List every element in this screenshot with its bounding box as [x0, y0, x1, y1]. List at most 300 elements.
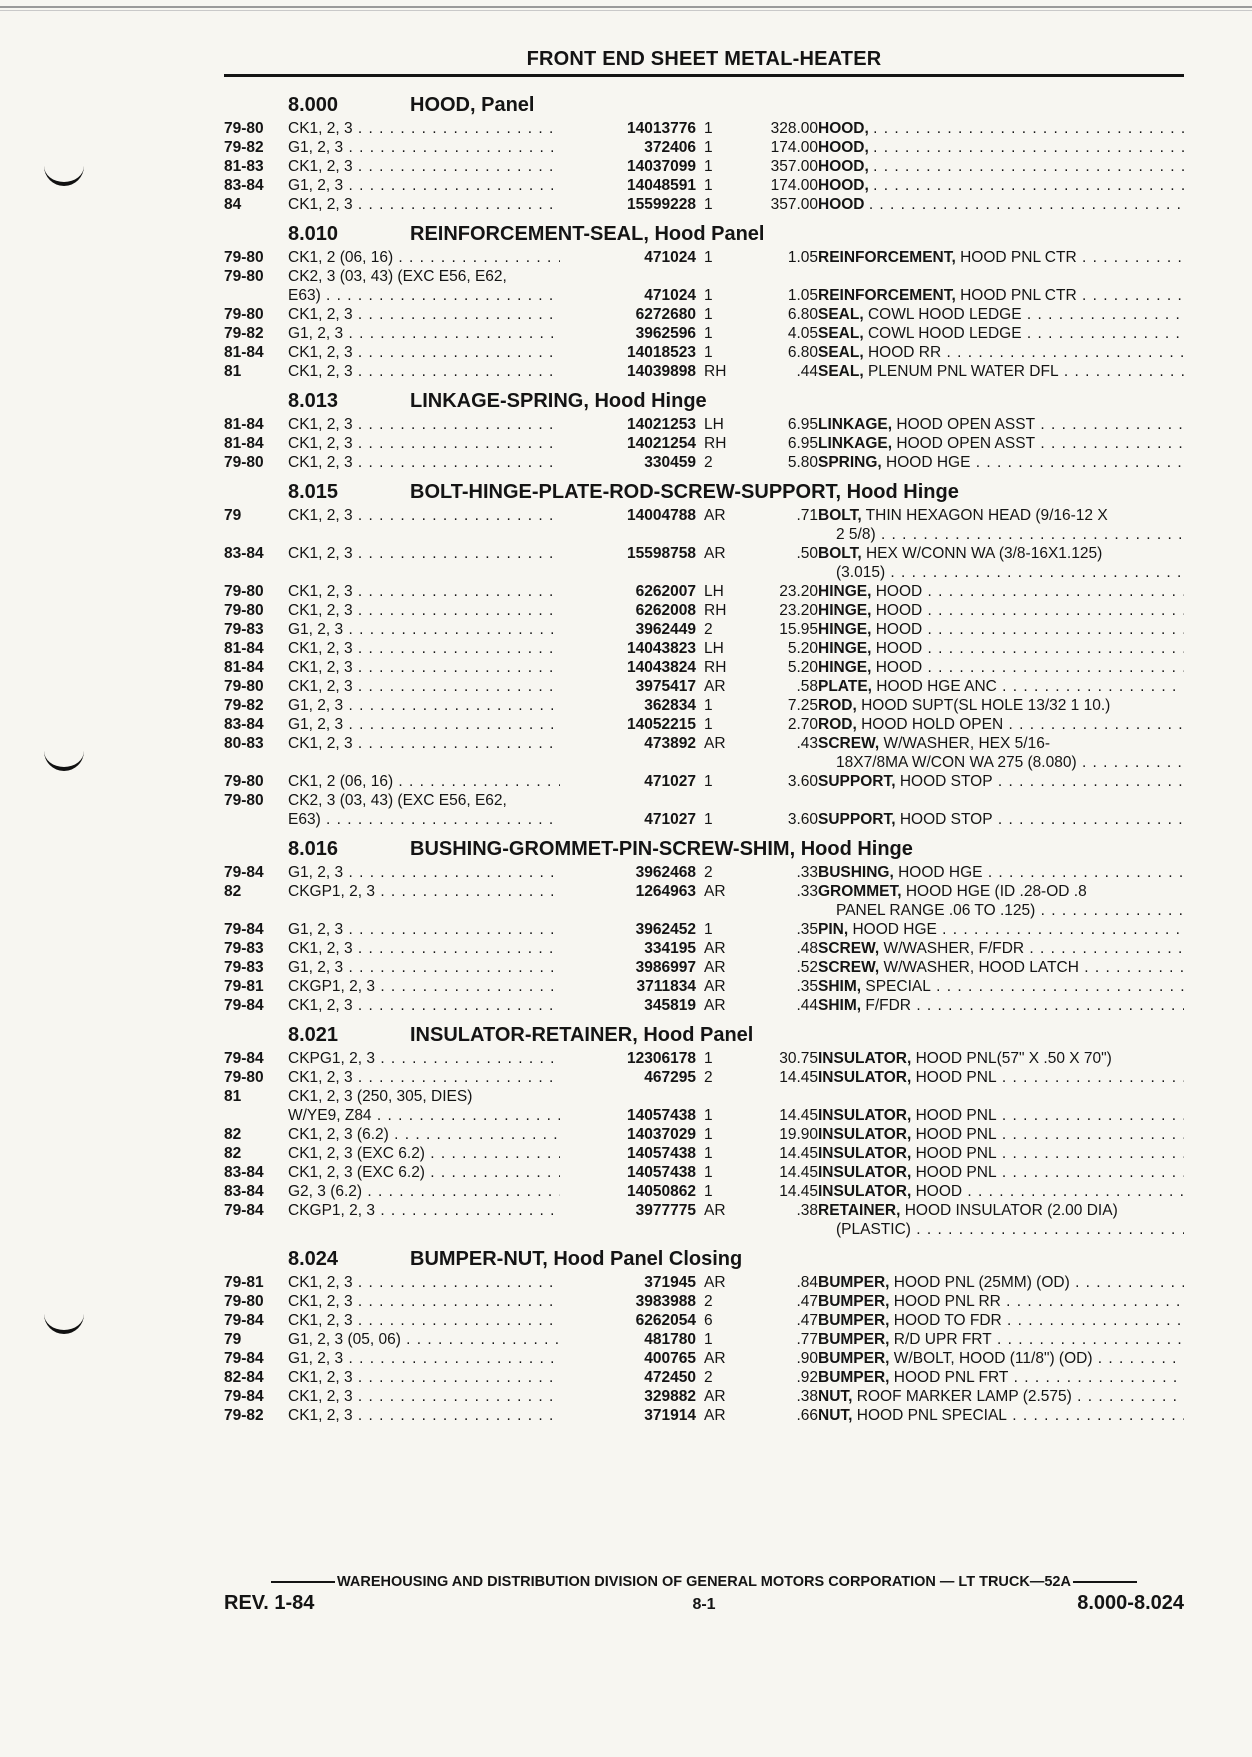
part-number: 14048591 [627, 177, 696, 194]
part-description [818, 506, 1184, 525]
part-description [818, 434, 1184, 453]
model-applicability: CK1, 2, 3 . . . [288, 195, 560, 214]
catalog-section [224, 220, 1184, 387]
model-applicability: CK1, 2, 3 . . . [288, 305, 560, 324]
part-description [818, 1406, 1184, 1425]
section-title: BOLT-HINGE-PLATE-ROD-SCREW-SUPPORT, Hood Hinge [410, 481, 959, 503]
part-row [224, 791, 1184, 810]
quantity: LH [704, 640, 724, 657]
part-noun: SEAL, [818, 363, 864, 380]
part-modifier: HEX W/CONN WA (3/8-16X1.125) [865, 545, 1103, 562]
part-description [818, 195, 1184, 214]
part-number: 14043823 [627, 640, 696, 657]
model-applicability: CK1, 2, 3 (250, 305, DIES) [288, 1088, 473, 1105]
model-applicability: CK1, 2, 3 . . . [288, 1406, 560, 1425]
part-noun: SCREW, [818, 940, 880, 957]
unit-price: 6.95 [787, 435, 818, 452]
part-modifier: HOOD OPEN ASST [896, 435, 1036, 452]
part-description [818, 772, 1184, 791]
model-applicability: G1, 2, 3 (05, 06) . . . [288, 1330, 560, 1349]
catalog-section [224, 835, 1184, 1021]
quantity: 2 [704, 454, 713, 471]
model-years: 80-83 [224, 735, 264, 752]
part-row [224, 1049, 1184, 1068]
model-years: 83-84 [224, 545, 264, 562]
unit-price: 174.00 [770, 177, 818, 194]
part-row [224, 1330, 1184, 1349]
model-applicability: G1, 2, 3 . . . [288, 920, 560, 939]
part-modifier: HOOD PNL(57" X .50 X 70") [915, 1050, 1112, 1067]
part-modifier: HOOD [875, 621, 923, 638]
part-noun: INSULATOR, [818, 1050, 912, 1067]
model-years: 79-80 [224, 249, 264, 266]
part-row [224, 138, 1184, 157]
quantity: 1 [704, 697, 713, 714]
part-noun: REINFORCEMENT, [818, 287, 956, 304]
model-years: 82 [224, 883, 242, 900]
section-number: 8.016 [288, 838, 339, 860]
quantity: 2 [704, 1293, 713, 1310]
quantity: 1 [704, 1126, 713, 1143]
part-description [818, 1068, 1184, 1087]
part-description [818, 1292, 1184, 1311]
part-modifier: HOOD [875, 602, 923, 619]
unit-price: .90 [796, 1350, 818, 1367]
unit-price: .58 [796, 678, 818, 695]
model-applicability: G1, 2, 3 . . . [288, 620, 560, 639]
part-modifier: HOOD HOLD OPEN [861, 716, 1004, 733]
part-number: 467295 [644, 1069, 696, 1086]
quantity: AR [704, 507, 726, 524]
part-number: 329882 [644, 1388, 696, 1405]
model-applicability: CK1, 2, 3 . . . [288, 1273, 560, 1292]
model-years: 81-83 [224, 158, 264, 175]
part-row [224, 1220, 1184, 1239]
footer-division: WAREHOUSING AND DISTRIBUTION DIVISION OF GENERAL MOTORS CORPORATION — LT TRUCK—52A [337, 1574, 1071, 1590]
unit-price: .52 [796, 959, 818, 976]
unit-price: 5.80 [787, 454, 818, 471]
model-years: 79-84 [224, 921, 264, 938]
part-row [224, 506, 1184, 525]
part-description [818, 362, 1184, 381]
part-number: 371914 [644, 1407, 696, 1424]
quantity: 6 [704, 1312, 713, 1329]
section-spacer [224, 1425, 1184, 1431]
model-applicability: W/YE9, Z84 . . . [288, 1106, 560, 1125]
part-noun: INSULATOR, [818, 1164, 912, 1181]
section-heading [224, 1245, 1184, 1273]
model-years: 81-84 [224, 640, 264, 657]
part-description [818, 415, 1184, 434]
part-modifier: HOOD PNL RR [893, 1293, 1001, 1310]
part-noun: BUMPER, [818, 1293, 890, 1310]
part-row [224, 343, 1184, 362]
quantity: 1 [704, 1145, 713, 1162]
part-description [818, 119, 1184, 138]
model-applicability: CKPG1, 2, 3 . . . [288, 1049, 560, 1068]
section-number: 8.024 [288, 1248, 339, 1270]
quantity: AR [704, 959, 726, 976]
part-number: 3962468 [635, 864, 696, 881]
part-number: 14021253 [627, 416, 696, 433]
part-description [818, 324, 1184, 343]
part-row [224, 734, 1184, 753]
model-applicability: G1, 2, 3 . . . [288, 715, 560, 734]
part-row [224, 772, 1184, 791]
catalog-section [224, 478, 1184, 835]
part-description [818, 1311, 1184, 1330]
model-years: 81 [224, 363, 242, 380]
quantity: AR [704, 545, 726, 562]
part-modifier: HOOD HGE [898, 864, 983, 881]
part-noun: INSULATOR, [818, 1183, 912, 1200]
part-noun: INSULATOR, [818, 1126, 912, 1143]
part-modifier: HOOD [875, 640, 923, 657]
model-applicability: CK1, 2, 3 (EXC 6.2) . . . [288, 1163, 560, 1182]
part-noun: INSULATOR, [818, 1107, 912, 1124]
part-modifier: HOOD OPEN ASST [896, 416, 1036, 433]
model-applicability: CK1, 2, 3 . . . [288, 639, 560, 658]
part-row [224, 696, 1184, 715]
unit-price: 15.95 [779, 621, 818, 638]
model-years: 82 [224, 1126, 242, 1143]
part-description [818, 1144, 1184, 1163]
part-description [818, 286, 1184, 305]
unit-price: .92 [796, 1369, 818, 1386]
model-applicability: CK1, 2, 3 . . . [288, 1068, 560, 1087]
unit-price: 328.00 [770, 120, 818, 137]
part-number: 6262054 [635, 1312, 696, 1329]
part-row [224, 977, 1184, 996]
catalog-section [224, 1245, 1184, 1431]
quantity: 1 [704, 158, 713, 175]
model-applicability: CK1, 2, 3 . . . [288, 343, 560, 362]
part-description [818, 1273, 1184, 1292]
footer-revision: REV. 1-84 [224, 1592, 315, 1614]
part-description [818, 1049, 1184, 1068]
part-number: 330459 [644, 454, 696, 471]
unit-price: 174.00 [770, 139, 818, 156]
model-applicability: CKGP1, 2, 3 . . . [288, 882, 560, 901]
catalog-section [224, 91, 1184, 220]
unit-price: 3.60 [787, 773, 818, 790]
part-modifier: HOOD PNL FRT [893, 1369, 1009, 1386]
part-description [818, 1125, 1184, 1144]
part-number: 14037099 [627, 158, 696, 175]
part-row [224, 677, 1184, 696]
part-row [224, 248, 1184, 267]
quantity: RH [704, 363, 727, 380]
part-row [224, 658, 1184, 677]
quantity: AR [704, 883, 726, 900]
part-description [818, 620, 1184, 639]
part-noun: RETAINER, [818, 1202, 901, 1219]
title-rule [224, 74, 1184, 77]
part-number: 345819 [644, 997, 696, 1014]
model-years: 79-80 [224, 268, 264, 285]
quantity: LH [704, 583, 724, 600]
unit-price: .48 [796, 940, 818, 957]
quantity: AR [704, 1350, 726, 1367]
part-row [224, 863, 1184, 882]
part-description [818, 1106, 1184, 1125]
part-description [818, 939, 1184, 958]
part-row [224, 119, 1184, 138]
part-number: 6262008 [635, 602, 696, 619]
model-applicability: CK1, 2, 3 . . . [288, 434, 560, 453]
unit-price: .38 [796, 1202, 818, 1219]
model-applicability: CK1, 2, 3 . . . [288, 453, 560, 472]
binder-hole-mark [44, 1308, 84, 1334]
model-applicability: G1, 2, 3 . . . [288, 1349, 560, 1368]
section-heading [224, 1021, 1184, 1049]
model-applicability: CK1, 2, 3 . . . [288, 1368, 560, 1387]
quantity: 1 [704, 1050, 713, 1067]
quantity: AR [704, 678, 726, 695]
part-noun: REINFORCEMENT, [818, 249, 956, 266]
quantity: AR [704, 1274, 726, 1291]
model-years: 79-82 [224, 325, 264, 342]
model-years: 81-84 [224, 344, 264, 361]
part-modifier: SPECIAL [865, 978, 931, 995]
part-number: 334195 [644, 940, 696, 957]
model-applicability: CK1, 2, 3 . . . [288, 996, 560, 1015]
model-years: 79-83 [224, 959, 264, 976]
part-modifier: HOOD HGE [886, 454, 971, 471]
part-description [818, 544, 1184, 563]
part-modifier: HOOD RR [867, 344, 942, 361]
part-row [224, 563, 1184, 582]
part-number: 3711834 [636, 978, 696, 995]
section-number: 8.021 [288, 1024, 339, 1046]
unit-price: 5.20 [787, 640, 818, 657]
part-noun: SCREW, [818, 959, 880, 976]
part-noun: HOOD, [818, 177, 869, 194]
model-years: 79-82 [224, 1407, 264, 1424]
part-row [224, 582, 1184, 601]
model-applicability: CK1, 2, 3 (EXC 6.2) . . . [288, 1144, 560, 1163]
model-applicability: CKGP1, 2, 3 . . . [288, 1201, 560, 1220]
unit-price: 1.05 [787, 249, 818, 266]
part-number: 3962452 [635, 921, 696, 938]
section-number: 8.000 [288, 94, 339, 116]
quantity: AR [704, 978, 726, 995]
model-applicability: G1, 2, 3 . . . [288, 176, 560, 195]
part-row [224, 1182, 1184, 1201]
model-years: 79-80 [224, 454, 264, 471]
model-years: 79-84 [224, 1350, 264, 1367]
part-noun: SEAL, [818, 325, 864, 342]
part-row [224, 1068, 1184, 1087]
model-years: 81-84 [224, 659, 264, 676]
part-noun: BUMPER, [818, 1331, 890, 1348]
quantity: RH [704, 659, 727, 676]
part-number: 14013776 [627, 120, 696, 137]
model-years: 79-82 [224, 697, 264, 714]
model-applicability: CK1, 2, 3 . . . [288, 677, 560, 696]
model-applicability: G1, 2, 3 . . . [288, 696, 560, 715]
top-edge-line-faint [0, 10, 1252, 11]
unit-price: 23.20 [779, 602, 818, 619]
part-row [224, 810, 1184, 829]
part-modifier: HOOD [915, 1183, 963, 1200]
part-number: 14037029 [627, 1126, 696, 1143]
part-row [224, 1273, 1184, 1292]
part-number: 3962596 [635, 325, 696, 342]
part-modifier: HOOD INSULATOR (2.00 DIA) [904, 1202, 1118, 1219]
part-row [224, 1292, 1184, 1311]
part-number: 14004788 [627, 507, 696, 524]
part-row [224, 639, 1184, 658]
catalog-section [224, 1021, 1184, 1245]
part-description [818, 343, 1184, 362]
part-modifier: THIN HEXAGON HEAD (9/16-12 X [865, 507, 1108, 524]
part-number: 14050862 [627, 1183, 696, 1200]
model-years: 79 [224, 507, 242, 524]
part-modifier: F/FDR [865, 997, 912, 1014]
part-description [818, 977, 1184, 996]
unit-price: .84 [796, 1274, 818, 1291]
model-applicability: CK1, 2, 3 . . . [288, 1292, 560, 1311]
unit-price: 14.45 [779, 1183, 818, 1200]
part-modifier: HOOD PNL CTR [960, 249, 1077, 266]
section-title: INSULATOR-RETAINER, Hood Panel [410, 1024, 754, 1046]
part-modifier: HOOD HGE [852, 921, 937, 938]
unit-price: 357.00 [770, 158, 818, 175]
part-description [818, 1368, 1184, 1387]
unit-price: 14.45 [779, 1069, 818, 1086]
part-modifier: PLENUM PNL WATER DFL [867, 363, 1059, 380]
quantity: RH [704, 602, 727, 619]
part-description [818, 882, 1184, 901]
quantity: 1 [704, 120, 713, 137]
part-number: 471027 [644, 773, 696, 790]
part-row [224, 920, 1184, 939]
model-applicability: CK2, 3 (03, 43) (EXC E56, E62, [288, 268, 507, 285]
model-years: 79-80 [224, 1069, 264, 1086]
model-years: 79-84 [224, 1388, 264, 1405]
part-row [224, 1144, 1184, 1163]
section-heading [224, 91, 1184, 119]
binder-hole-mark [44, 160, 84, 186]
part-description [818, 582, 1184, 601]
part-row [224, 1387, 1184, 1406]
part-row [224, 1125, 1184, 1144]
unit-price: .43 [796, 735, 818, 752]
part-noun: PIN, [818, 921, 849, 938]
part-number: 12306178 [627, 1050, 696, 1067]
part-noun: HOOD [818, 196, 865, 213]
section-number: 8.013 [288, 390, 339, 412]
quantity: 1 [704, 249, 713, 266]
part-modifier: HOOD [875, 659, 923, 676]
model-years: 81-84 [224, 435, 264, 452]
part-row [224, 1311, 1184, 1330]
part-description [818, 1182, 1184, 1201]
model-applicability: G1, 2, 3 . . . [288, 863, 560, 882]
part-noun: SUPPORT, [818, 773, 896, 790]
part-number: 473892 [644, 735, 696, 752]
part-modifier: HOOD PNL [915, 1069, 997, 1086]
part-noun: HOOD, [818, 139, 869, 156]
model-years: 79-81 [224, 1274, 264, 1291]
quantity: 1 [704, 1164, 713, 1181]
model-applicability: CK1, 2, 3 (6.2) . . . [288, 1125, 560, 1144]
part-description [818, 996, 1184, 1015]
unit-price: .47 [796, 1312, 818, 1329]
quantity: 1 [704, 306, 713, 323]
model-applicability: CK1, 2, 3 . . . [288, 601, 560, 620]
part-modifier: W/WASHER, F/FDR [883, 940, 1025, 957]
part-row [224, 544, 1184, 563]
part-description [818, 658, 1184, 677]
unit-price: 19.90 [779, 1126, 818, 1143]
part-description [818, 715, 1184, 734]
part-row [224, 882, 1184, 901]
quantity: AR [704, 1202, 726, 1219]
section-number: 8.010 [288, 223, 339, 245]
part-number: 3986997 [635, 959, 696, 976]
part-modifier: HOOD STOP [899, 773, 993, 790]
model-applicability: E63) . . . [288, 810, 560, 829]
model-years: 79-80 [224, 583, 264, 600]
model-years: 79-80 [224, 120, 264, 137]
part-noun: SHIM, [818, 978, 862, 995]
model-years: 79-80 [224, 1293, 264, 1310]
part-noun: INSULATOR, [818, 1069, 912, 1086]
unit-price: 5.20 [787, 659, 818, 676]
description-continued: PANEL RANGE .06 TO .125) . . . [836, 901, 1184, 920]
part-row [224, 434, 1184, 453]
unit-price: 3.60 [787, 811, 818, 828]
part-modifier: HOOD HGE ANC [876, 678, 997, 695]
unit-price: 7.25 [787, 697, 818, 714]
section-title: HOOD, Panel [410, 94, 535, 116]
section-heading [224, 220, 1184, 248]
model-years: 79-82 [224, 139, 264, 156]
unit-price: 6.95 [787, 416, 818, 433]
unit-price: 4.05 [787, 325, 818, 342]
part-number: 1264963 [635, 883, 696, 900]
model-years: 79-84 [224, 997, 264, 1014]
part-noun: SEAL, [818, 344, 864, 361]
unit-price: .33 [796, 883, 818, 900]
part-modifier: ROOF MARKER LAMP (2.575) [856, 1388, 1072, 1405]
model-applicability: CK1, 2, 3 . . . [288, 1387, 560, 1406]
unit-price: 23.20 [779, 583, 818, 600]
part-noun: LINKAGE, [818, 416, 893, 433]
unit-price: .33 [796, 864, 818, 881]
model-applicability: CK1, 2, 3 . . . [288, 734, 560, 753]
part-row [224, 324, 1184, 343]
part-modifier: HOOD STOP [899, 811, 993, 828]
quantity: AR [704, 1388, 726, 1405]
quantity: AR [704, 735, 726, 752]
part-number: 3962449 [635, 621, 696, 638]
part-modifier: HOOD PNL [915, 1164, 997, 1181]
parts-catalog [224, 91, 1184, 1431]
part-row [224, 620, 1184, 639]
part-noun: HINGE, [818, 640, 872, 657]
part-description [818, 1330, 1184, 1349]
model-years: 82 [224, 1145, 242, 1162]
part-noun: HINGE, [818, 659, 872, 676]
part-description [818, 248, 1184, 267]
part-number: 14057438 [627, 1164, 696, 1181]
part-description [818, 138, 1184, 157]
part-row [224, 1201, 1184, 1220]
part-description [818, 176, 1184, 195]
